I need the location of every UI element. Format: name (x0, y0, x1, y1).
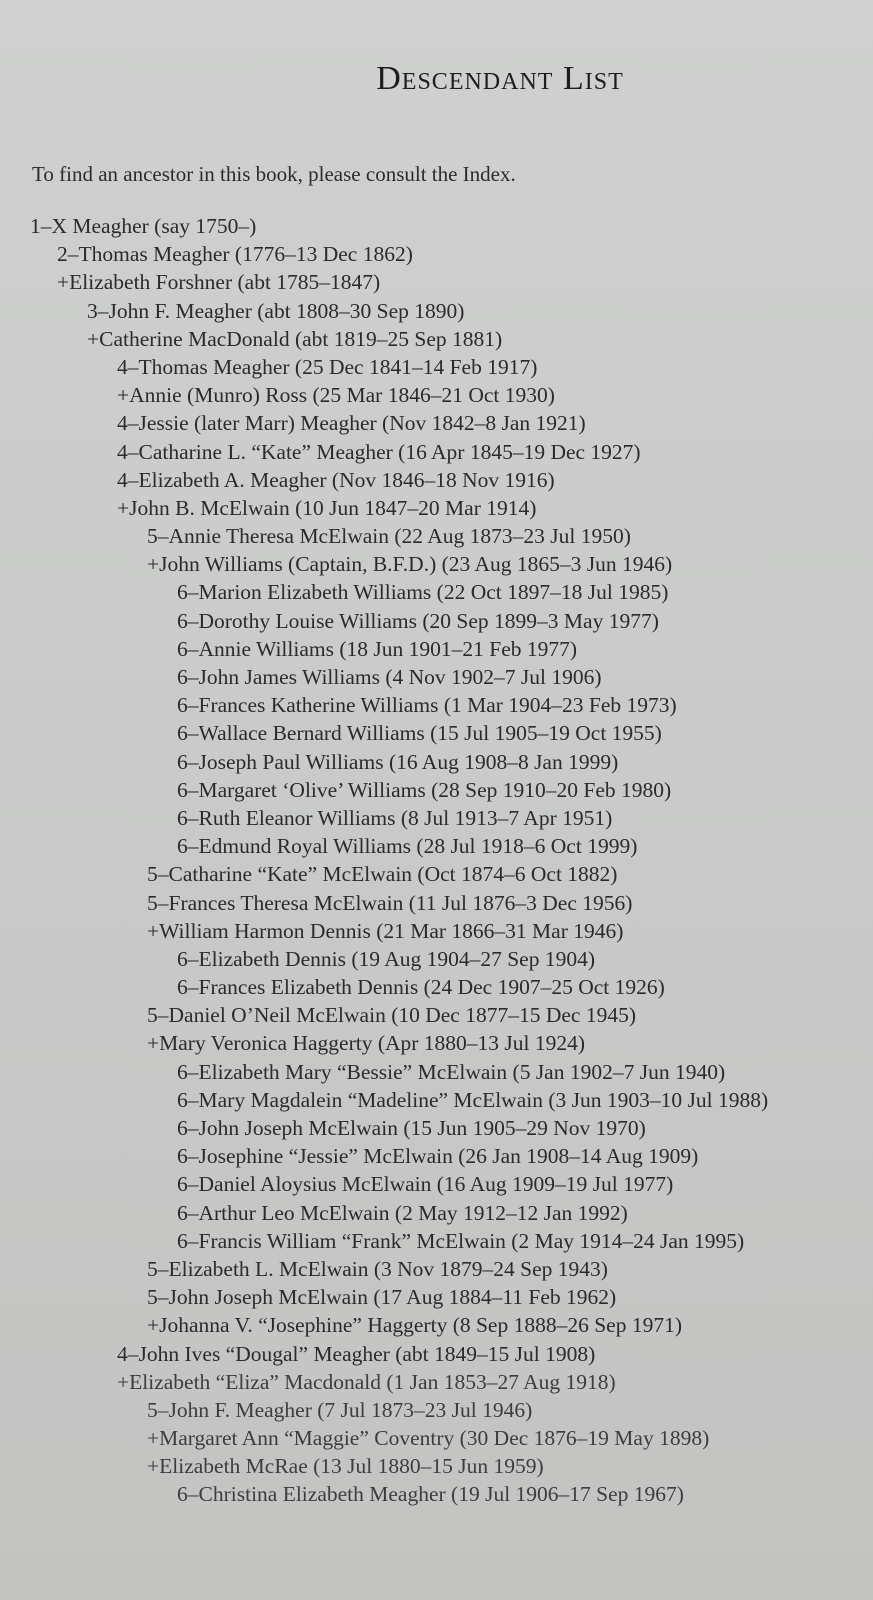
list-item: 6–Elizabeth Dennis (19 Aug 1904–27 Sep 1904) (177, 946, 596, 971)
list-item: +Annie (Munro) Ross (25 Mar 1846–21 Oct 1930) (117, 383, 555, 408)
list-item: +Elizabeth “Eliza” Macdonald (1 Jan 1853–27 Aug 1918) (117, 1369, 616, 1394)
list-item: 6–Elizabeth Mary “Bessie” McElwain (5 Jan 1902–7 Jun 1940) (177, 1059, 726, 1084)
descendant-list (0, 212, 873, 1509)
list-item: 6–Josephine “Jessie” McElwain (26 Jan 1908–14 Aug 1909) (177, 1144, 699, 1169)
list-item: 6–Francis William “Frank” McElwain (2 May 1914–24 Jan 1995) (177, 1228, 745, 1253)
list-item: 6–Wallace Bernard Williams (15 Jul 1905–19 Oct 1955) (177, 721, 662, 746)
list-item: 5–Frances Theresa McElwain (11 Jul 1876–3 Dec 1956) (147, 890, 633, 915)
intro-text: To find an ancestor in this book, please consult the Index. (32, 162, 516, 186)
list-item: +Johanna V. “Josephine” Haggerty (8 Sep 1888–26 Sep 1971) (147, 1313, 683, 1338)
list-item: 5–John F. Meagher (7 Jul 1873–23 Jul 1946) (147, 1397, 533, 1422)
list-item: +John B. McElwain (10 Jun 1847–20 Mar 1914) (117, 495, 537, 520)
list-item: +Catherine MacDonald (abt 1819–25 Sep 1881) (87, 326, 503, 351)
list-item: 4–Thomas Meagher (25 Dec 1841–14 Feb 1917) (117, 354, 538, 379)
list-item: +Elizabeth Forshner (abt 1785–1847) (57, 270, 381, 295)
list-item: 6–Frances Katherine Williams (1 Mar 1904–23 Feb 1973) (177, 693, 677, 718)
list-item: +Elizabeth McRae (13 Jul 1880–15 Jun 1959) (147, 1454, 544, 1479)
list-item: +William Harmon Dennis (21 Mar 1866–31 Mar 1946) (147, 918, 624, 943)
list-item: 4–John Ives “Dougal” Meagher (abt 1849–15 Jul 1908) (117, 1341, 596, 1366)
list-item: 5–Catharine “Kate” McElwain (Oct 1874–6 Oct 1882) (147, 862, 618, 887)
list-item: 5–John Joseph McElwain (17 Aug 1884–11 Feb 1962) (147, 1285, 617, 1310)
list-item: 5–Daniel O’Neil McElwain (10 Dec 1877–15 Dec 1945) (147, 1003, 636, 1028)
list-item: 6–Marion Elizabeth Williams (22 Oct 1897–18 Jul 1985) (177, 580, 669, 605)
list-item: 6–Joseph Paul Williams (16 Aug 1908–8 Jan 1999) (177, 749, 619, 774)
list-item: 6–Christina Elizabeth Meagher (19 Jul 1906–17 Sep 1967) (177, 1482, 684, 1507)
list-item: 5–Annie Theresa McElwain (22 Aug 1873–23 Jul 1950) (147, 524, 631, 549)
list-item: 4–Elizabeth A. Meagher (Nov 1846–18 Nov 1916) (117, 467, 555, 492)
list-item: +John Williams (Captain, B.F.D.) (23 Aug 1865–3 Jun 1946) (147, 552, 673, 577)
list-item: 4–Catharine L. “Kate” Meagher (16 Apr 1845–19 Dec 1927) (117, 439, 641, 464)
list-item: 6–John James Williams (4 Nov 1902–7 Jul 1906) (177, 665, 602, 689)
list-item: 6–Arthur Leo McElwain (2 May 1912–12 Jan 1992) (177, 1200, 628, 1225)
list-item: 6–Dorothy Louise Williams (20 Sep 1899–3 May 1977) (177, 608, 659, 633)
list-item: 3–John F. Meagher (abt 1808–30 Sep 1890) (87, 298, 465, 323)
list-item: 6–Margaret ‘Olive’ Williams (28 Sep 1910–20 Feb 1980) (177, 777, 672, 802)
list-item: 6–Annie Williams (18 Jun 1901–21 Feb 1977) (177, 636, 578, 661)
list-item: +Margaret Ann “Maggie” Coventry (30 Dec 1876–19 May 1898) (147, 1426, 710, 1451)
list-item: 2–Thomas Meagher (1776–13 Dec 1862) (57, 242, 413, 267)
list-item: 6–John Joseph McElwain (15 Jun 1905–29 Nov 1970) (177, 1116, 646, 1140)
list-item: 5–Elizabeth L. McElwain (3 Nov 1879–24 Sep 1943) (147, 1256, 608, 1281)
list-item: 6–Daniel Aloysius McElwain (16 Aug 1909–19 Jul 1977) (177, 1172, 674, 1197)
list-item: 6–Frances Elizabeth Dennis (24 Dec 1907–25 Oct 1926) (177, 975, 665, 1000)
list-item: 6–Ruth Eleanor Williams (8 Jul 1913–7 Apr 1951) (177, 805, 613, 830)
list-item: 1–X Meagher (say 1750–) (30, 214, 257, 238)
page-title: Descendant List (376, 60, 624, 97)
list-item: 6–Edmund Royal Williams (28 Jul 1918–6 Oct 1999) (177, 834, 638, 859)
list-item: 4–Jessie (later Marr) Meagher (Nov 1842–8 Jan 1921) (117, 411, 586, 436)
list-item: +Mary Veronica Haggerty (Apr 1880–13 Jul 1924) (147, 1031, 586, 1056)
list-item: 6–Mary Magdalein “Madeline” McElwain (3 Jun 1903–10 Jul 1988) (177, 1087, 769, 1112)
